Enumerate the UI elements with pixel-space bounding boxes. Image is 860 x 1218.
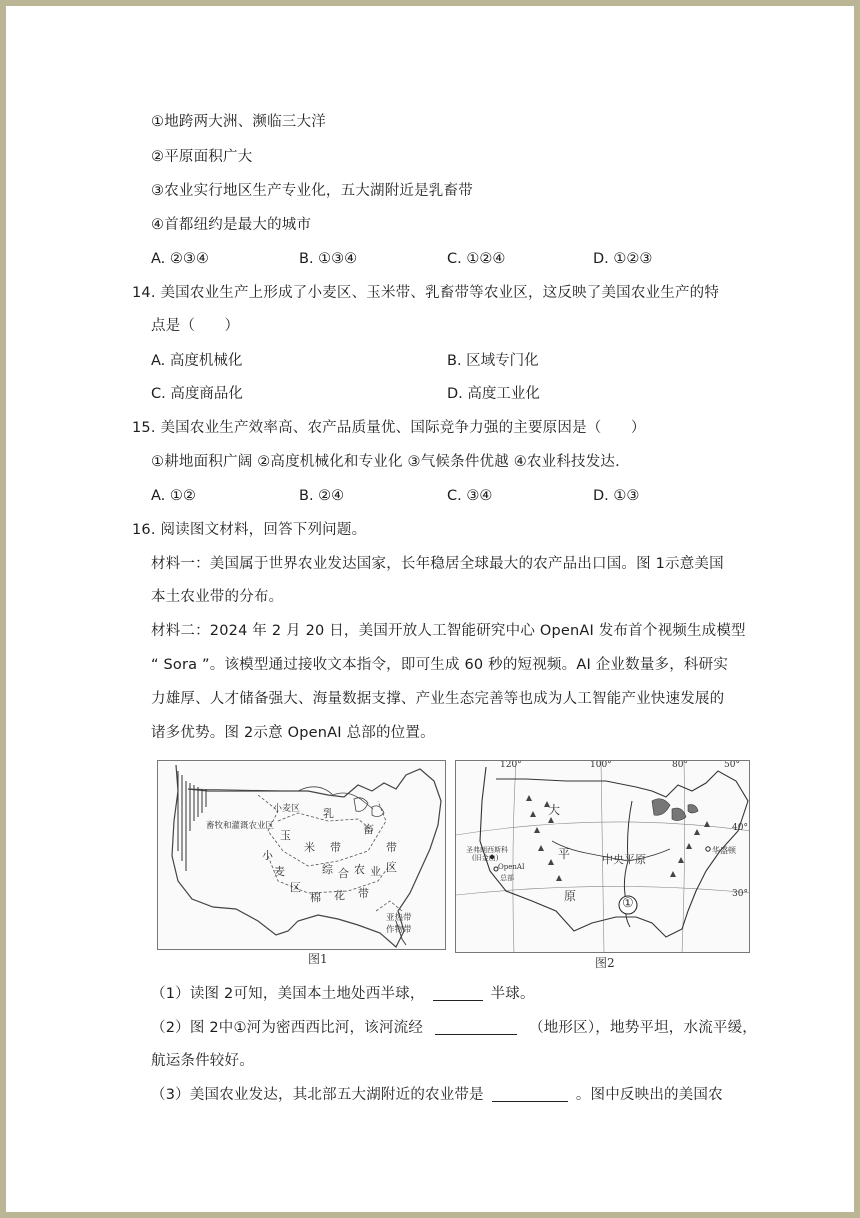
- fig1-label-dairy-1: 乳: [323, 807, 334, 820]
- q16-sub1: [151, 984, 535, 1004]
- q13-option-d[interactable]: D. ①②③: [593, 251, 653, 267]
- q13-statement-2: ②平原面积广大: [151, 149, 253, 165]
- fig2-label-central-plain: 中央平原: [602, 853, 646, 866]
- fig1-label-wheat2-1: 小: [262, 849, 273, 862]
- q16-sub2-text-a: （2）图 2中①河为密西西比河，该河流经: [151, 1020, 424, 1036]
- fig2-lon-80: 80°: [672, 760, 688, 770]
- q13-statement-3: ③农业实行地区生产专业化，五大湖附近是乳畜带: [151, 183, 473, 199]
- fig2-label-sf: 圣弗朗西斯科: [466, 846, 508, 854]
- q13-statement-1: ①地跨两大洲、濒临三大洋: [151, 114, 326, 130]
- fig2-lat-30: 30°: [732, 889, 748, 899]
- fig2-label-sf-cn: (旧金山): [472, 854, 499, 862]
- q14-option-b[interactable]: B. 区域专门化: [447, 353, 539, 369]
- figure-2-physical-map: [455, 760, 750, 953]
- fig2-lon-100: 100°: [590, 760, 612, 770]
- fig1-label-cotton-3: 带: [358, 887, 369, 900]
- fig1-label-mixed-4: 业: [370, 865, 381, 878]
- fig1-label-corn-3: 带: [330, 841, 341, 854]
- fig1-label-wheat2-3: 区: [290, 881, 301, 894]
- q16-sub2-text-b: （地形区），地势平坦，水流平缓，: [529, 1020, 758, 1036]
- fig2-lon-120: 120°: [500, 760, 522, 770]
- figure-1-agri-belts-map: [157, 760, 446, 950]
- q16-sub1-text-a: （1）读图 2可知，美国本土地处西半球，: [151, 986, 425, 1002]
- fig2-label-hq: 总部: [500, 874, 514, 882]
- fig1-label-wheat2-2: 麦: [274, 865, 285, 878]
- fig2-lon-50: 50°: [724, 760, 740, 770]
- fig1-label-subtropical-1: 亚热带: [386, 913, 412, 923]
- fig1-label-dairy-2: 畜: [363, 823, 374, 836]
- q14-option-a[interactable]: A. 高度机械化: [151, 353, 243, 369]
- figure-2-caption: 图2: [595, 956, 615, 970]
- q16-sub3: [151, 1085, 723, 1105]
- fig1-label-mixed-3: 农: [354, 863, 365, 876]
- q15-option-a[interactable]: A. ①②: [151, 488, 196, 504]
- q14-option-c[interactable]: C. 高度商品化: [151, 386, 243, 402]
- fig2-label-openai: OpenAI: [498, 863, 525, 871]
- q16-sub1-answer-blank[interactable]: [433, 985, 483, 1001]
- q16-material2-line2: “ Sora ”。该模型通过接收文本指令，即可生成 60 秒的短视频。AI 企业数量多，科研实: [151, 657, 729, 673]
- q14-option-d[interactable]: D. 高度工业化: [447, 386, 540, 402]
- figure-1-caption: 图1: [308, 952, 328, 966]
- fig1-label-grazing: 畜牧和灌溉农业区: [206, 821, 275, 831]
- q16-sub3-text-b: 。图中反映出的美国农: [575, 1087, 723, 1103]
- q16-sub3-answer-blank[interactable]: [492, 1086, 568, 1102]
- q15-option-c[interactable]: C. ③④: [447, 488, 493, 504]
- q15-stem: 15. 美国农业生产效率高、农产品质量优、国际竞争力强的主要原因是（ ）: [132, 420, 646, 436]
- q14-stem: 14. 美国农业生产上形成了小麦区、玉米带、乳畜带等农业区，这反映了美国农业生产的特: [132, 285, 720, 301]
- fig1-label-mixed-2: 合: [338, 867, 349, 880]
- fig1-label-corn-2: 米: [304, 841, 315, 854]
- q16-material2-line4: 诸多优势。图 2示意 OpenAI 总部的位置。: [151, 725, 435, 741]
- fig2-label-great-1: 大: [548, 803, 561, 817]
- fig1-label-mixed-5: 区: [386, 861, 397, 874]
- q16-sub2-answer-blank[interactable]: [435, 1019, 517, 1035]
- exam-page: [6, 6, 854, 1212]
- q16-material1-line2: 本土农业带的分布。: [151, 589, 284, 605]
- q15-option-b[interactable]: B. ②④: [299, 488, 345, 504]
- q13-option-b[interactable]: B. ①③④: [299, 251, 358, 267]
- q16-material1-line1: 材料一：美国属于世界农业发达国家，长年稳居全球最大的农产品出口国。图 1示意美国: [151, 556, 724, 572]
- fig1-label-cotton-1: 棉: [310, 891, 321, 904]
- q13-option-a[interactable]: A. ②③④: [151, 251, 209, 267]
- fig1-label-corn-1: 玉: [280, 829, 291, 842]
- q16-material2-line3: 力雄厚、人才储备强大、海量数据支撑、产业生态完善等也成为人工智能产业快速发展的: [151, 691, 725, 707]
- q16-sub3-text-a: （3）美国农业发达，其北部五大湖附近的农业带是: [151, 1087, 484, 1103]
- fig1-label-wheat: 小麦区: [273, 804, 301, 814]
- fig1-label-mixed-1: 综: [322, 863, 333, 876]
- fig1-label-dairy-3: 带: [386, 841, 397, 854]
- q14-stem-cont: 点是（ ）: [151, 318, 240, 334]
- q15-option-d[interactable]: D. ①③: [593, 488, 640, 504]
- fig2-lat-40: 40°: [732, 823, 748, 833]
- q16-sub2-cont: 航运条件较好。: [151, 1053, 254, 1069]
- fig2-label-plains-1: 平: [558, 847, 571, 861]
- q16-sub2: [151, 1018, 757, 1038]
- q16-sub1-text-b: 半球。: [490, 986, 535, 1002]
- q13-statement-4: ④首都纽约是最大的城市: [151, 217, 312, 233]
- fig2-label-plains-2: 原: [564, 889, 577, 903]
- q15-conditions: ①耕地面积广阔 ②高度机械化和专业化 ③气候条件优越 ④农业科技发达.: [151, 454, 620, 470]
- fig2-label-washington: 华盛顿: [712, 846, 736, 855]
- q16-title: 16. 阅读图文材料，回答下列问题。: [132, 522, 367, 538]
- q16-material2-line1: 材料二：2024 年 2 月 20 日，美国开放人工智能研究中心 OpenAI 发布首个视频生成模型: [151, 623, 746, 639]
- fig1-label-cotton-2: 花: [334, 889, 345, 902]
- fig2-label-river-1: ①: [622, 896, 634, 911]
- q13-option-c[interactable]: C. ①②④: [447, 251, 506, 267]
- fig1-label-subtropical-2: 作物带: [386, 925, 412, 935]
